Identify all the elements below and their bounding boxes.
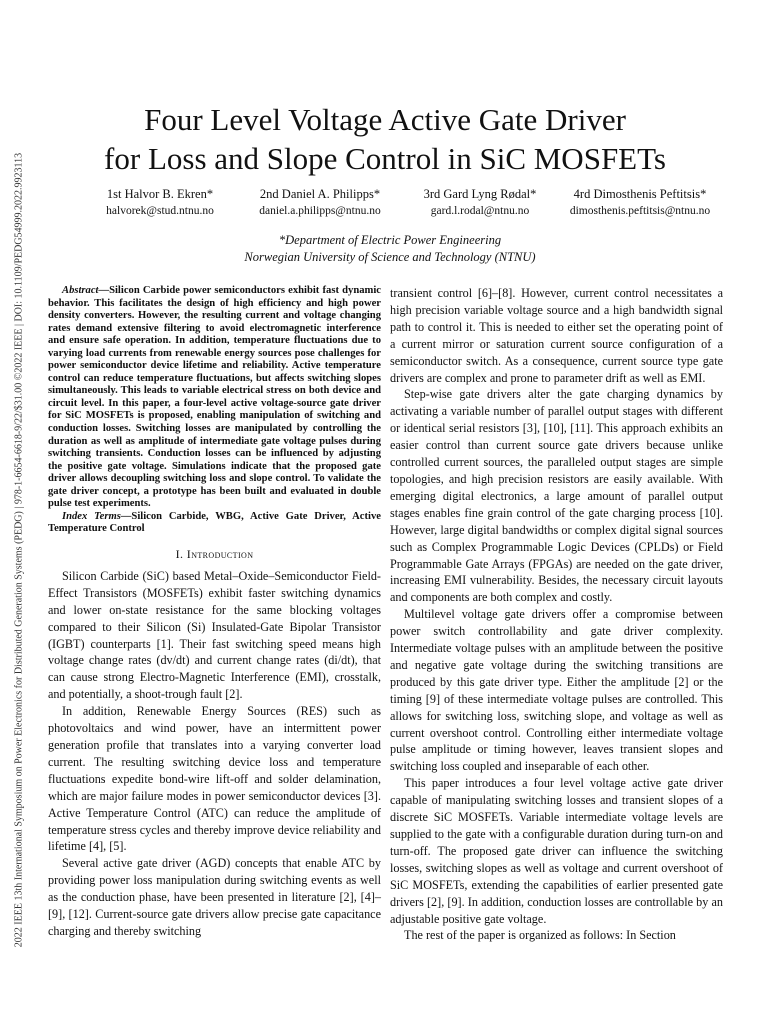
abstract (48, 285, 381, 511)
title-line-1: Four Level Voltage Active Gate Driver (144, 102, 626, 137)
paper-title (60, 100, 710, 178)
body-paragraph: In addition, Renewable Energy Sources (RES) such as photovoltaics and wind power, have an intermittent power generation profile that translates into a varying converter load current. The resulting switching device loss and temperature fluctuations expedite bond-wire lift-off and solder delamination, which are major failure modes in power semiconductor devices [3]. Active Temperature Control (ATC) can reduce the amplitude of temperature stress cycles and thereby improve device reliability and lifetime [4], [5]. (48, 704, 381, 854)
body-paragraph: This paper introduces a four level voltage active gate driver capable of manipulating switching losses and transient slopes of a discrete SiC MOSFETs. Variable intermediate voltage levels are supplied to the gate with a configurable duration during turn-on and turn-off. The proposed gate driver can influence the switching losses, switching slopes as well as voltage and current overshoot of SiC MOSFETs, extending the capabilities of earlier presented gate drivers [2], [9]. In addition, conduction losses are controllable by an adjustable positive gate voltage. (390, 776, 723, 926)
author-name: 2nd Daniel A. Philipps* (259, 187, 381, 201)
body-paragraph: transient control [6]–[8]. However, current control necessitates a high precision variable voltage source and a high bandwidth signal path to control it. This is needed to either set the operating point of a current mirror or saturation current source configuration of a semiconductor switch. As a consequence, current source type gate drivers are complex and prone to parameter drift as well as EMI. (390, 286, 723, 385)
author-email: gard.l.rodal@ntnu.no (430, 205, 530, 217)
index-terms (48, 511, 381, 536)
index-terms-label: Index Terms— (62, 510, 132, 522)
body-paragraph: Step-wise gate drivers alter the gate charging dynamics by activating a variable number of parallel output stages with different or identical serial resistors [3], [10], [11]. This approach exhibits an easier control than current source gate drivers because unlike controlled current sources, the paralleled output stages are simple topologies, and high precision resistors are easily available. With emerging digital electronics, a large amount of parallel output stages enables fine grain control of the gate charging process [10]. However, large digital bandwidths or complex digital signal sources such as Complex Programmable Logic Devices (CPLDs) or Field Programmable Gate Arrays (FPGAs) are needed on the gate driver, increasing EMI vulnerability. Besides, the necessary circuit layouts and components are both complex and costly. (390, 387, 723, 605)
index-terms-text: Silicon Carbide, WBG, Active Gate Driver, Active Temperature Control (48, 510, 381, 535)
body-paragraph: Several active gate driver (AGD) concepts that enable ATC by providing power loss manipulation during switching events as well as the conduction phase, have been presented in literature [2], [4]–[9], [12]. Current-source gate drivers allow precise gate capacitance charging and thereby switching (48, 856, 381, 938)
author-name: 4rd Dimosthenis Peftitsis* (573, 187, 707, 201)
author-email: daniel.a.philipps@ntnu.no (259, 205, 381, 217)
author-list (80, 186, 720, 219)
author-email: dimosthenis.peftitsis@ntnu.no (569, 205, 711, 217)
author-3 (400, 186, 560, 219)
affiliation-line-1: *Department of Electric Power Engineering (278, 233, 502, 247)
body-paragraph: Silicon Carbide (SiC) based Metal–Oxide–Semiconductor Field-Effect Transistors (MOSFETs) exhibit faster switching dynamics and lower on-state resistance for the same blocking voltages compared to their Silicon (Si) Insulated-Gate Bipolar Transistor (IGBT) counterparts [1]. Their fast switching speed means high voltage change rates (dv/dt) and current change rates (di/dt), that can cause strong Electro-Magnetic Interference (EMI), crosstalk, and potentially, a shoot-trough fault [2]. (48, 568, 381, 702)
publication-sidebar (2, 120, 36, 980)
body-paragraph: The rest of the paper is organized as follows: In Section (404, 928, 676, 943)
left-column (48, 285, 381, 940)
title-line-2: for Loss and Slope Control in SiC MOSFETs (104, 141, 666, 176)
author-1 (80, 186, 240, 219)
author-email: halvorek@stud.ntnu.no (106, 205, 214, 217)
author-4 (560, 186, 720, 219)
right-column (390, 285, 723, 944)
author-name: 3rd Gard Lyng Rødal* (423, 187, 537, 201)
author-name: 1st Halvor B. Ekren* (106, 187, 214, 201)
body-paragraph: Multilevel voltage gate drivers offer a compromise between power switch controllability and gate driver complexity. Intermediate voltage pulses with an amplitude between the positive and negative gate voltage during the switching transitions are produced by this gate driver type. Either the amplitude [2] or the timing [9] of these intermediate voltage pulses are controlled. This allows for switching loss, switching slope, and voltage as well as current overshoot control. Controlling either intermediate voltage pulse amplitude or timing however, leaves transient slopes and switching loss coupled and inseparable of each other. (390, 607, 723, 774)
author-2 (240, 186, 400, 219)
affiliation-line-2: Norwegian University of Science and Technology (NTNU) (244, 250, 536, 264)
publication-info-text: 2022 IEEE 13th International Symposium on Power Electronics for Distributed Generation Systems (PEDG) | 978-1-6654-6618-9/22/$31.00 ©2022 IEEE | DOI: 10.1109/PEDG54999.2022.9923113 (13, 152, 25, 948)
abstract-label: Abstract— (62, 285, 110, 296)
abstract-text: Silicon Carbide power semiconductors exhibit fast dynamic behavior. This facilitates the design of high efficiency and high power density converters. However, the resulting current and voltage changing rates demand extensive filtering to avoid electromagnetic interference and ensure safe operation. In addition, temperature fluctuations due to varying load currents from renewable energy sources pose challenges for power semiconductor device lifetime and reliability. Active temperature control can reduce temperature fluctuations, but affects switching slopes simultaneously. This leads to variable electrical stress on both device and circuit level. In this paper, a four-level active voltage-source gate driver for SiC MOSFETs is proposed, enabling manipulation of switching and conduction losses. Switching losses are manipulated by controlling the duration as well as amplitude of intermediate gate voltage pulses during switching transients. Conduction losses can be influenced by adjusting the positive gate voltage. Simulations indicate that the proposed gate driver allows decoupling switching loss and slope control. To validate the gate driver concept, a prototype has been built and evaluated in double pulse test experiments. (48, 285, 381, 510)
affiliation (140, 232, 640, 266)
section-heading: I. Introduction (175, 546, 254, 561)
